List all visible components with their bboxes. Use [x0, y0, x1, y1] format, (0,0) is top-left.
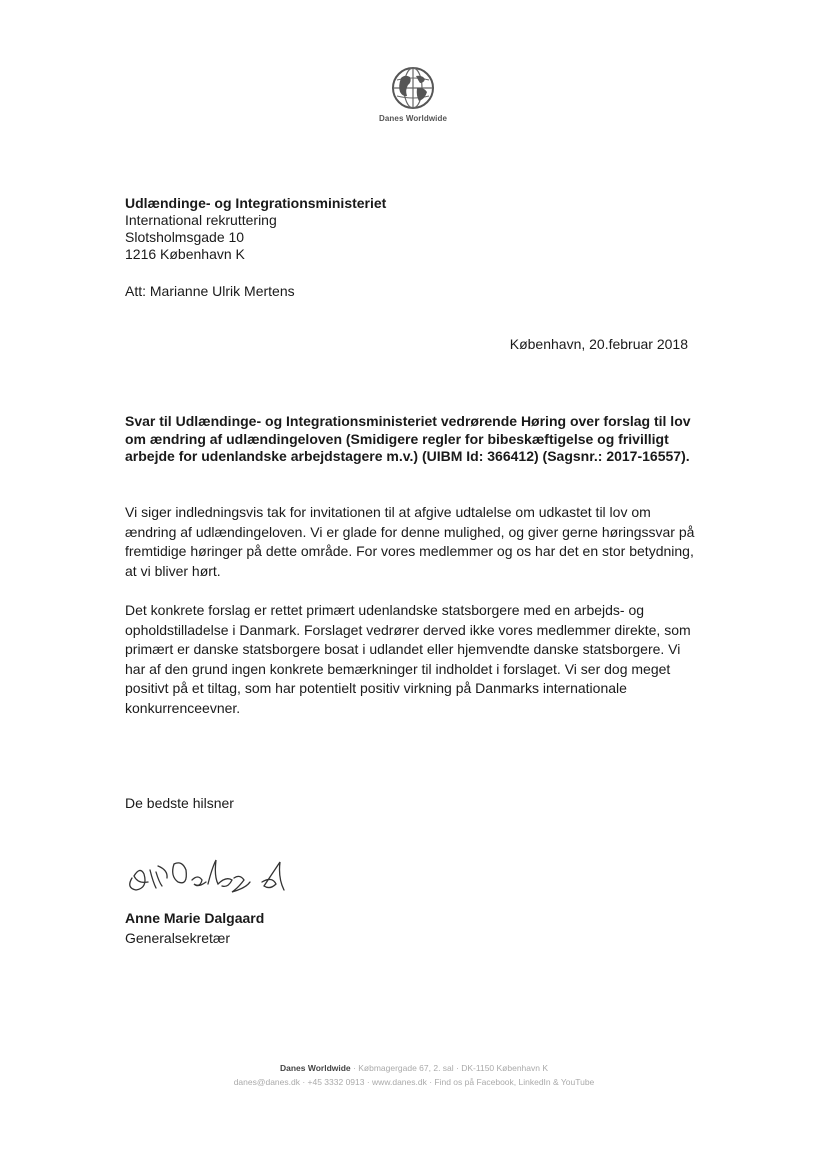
- signer-name: Anne Marie Dalgaard: [125, 910, 265, 926]
- recipient-city: 1216 København K: [125, 246, 245, 262]
- letter-subject: Svar til Udlændinge- og Integrationsministeriet vedrørende Høring over forslag til lov om ændring af udlændingeloven (Smidigere regler for bibeskæftigelse og frivilligt arbejde for udenlandske arbejdstagere m.v.) (UIBM Id: 366412) (Sagsnr.: 2017-16557).: [125, 413, 691, 464]
- footer-org: Danes Worldwide: [279, 1063, 351, 1073]
- body-paragraph-1: Vi siger indledningsvis tak for invitationen til at afgive udtalelse om udkastet til lov om ændring af udlændingeloven. Vi er glade for denne mulighed, og giver gerne høringssvar på fremtidige høringer på dette område. For vores medlemmer og os har det en stor betydning, at vi bliver hørt.: [125, 504, 695, 579]
- footer-contact: danes@danes.dk · +45 3332 0913 · www.danes.dk · Find os på Facebook, LinkedIn & YouTube: [233, 1077, 595, 1087]
- danes-worldwide-logo: [368, 66, 458, 123]
- footer-address: · Købmagergade 67, 2. sal · DK-1150 København K: [350, 1063, 549, 1073]
- recipient-address: [125, 195, 386, 263]
- attention-line: Att: Marianne Ulrik Mertens: [125, 283, 295, 299]
- signer-title: Generalsekretær: [125, 930, 231, 946]
- closing-greeting: De bedste hilsner: [125, 795, 234, 811]
- recipient-street: Slotsholmsgade 10: [125, 229, 245, 245]
- handwritten-signature: [122, 848, 302, 908]
- globe-icon: [391, 66, 435, 110]
- letter-footer: [0, 1061, 828, 1089]
- signer-block: [125, 908, 264, 948]
- recipient-dept: International rekruttering: [125, 212, 277, 228]
- recipient-org: Udlændinge- og Integrationsministeriet: [125, 195, 387, 211]
- logo-text: Danes Worldwide: [378, 114, 448, 123]
- letter-date: København, 20.februar 2018: [509, 336, 688, 352]
- body-paragraph-2: Det konkrete forslag er rettet primært udenlandske statsborgere med en arbejds- og opholdstilladelse i Danmark. Forslaget vedrører derved ikke vores medlemmer direkte, som primært er danske statsborgere bosat i udlandet eller hjemvendte danske statsborgere. Vi har af den grund ingen konkrete bemærkninger til indholdet i forslaget. Vi ser dog meget positivt på et tiltag, som har potentielt positiv virkning på Danmarks internationale konkurrenceevner.: [125, 602, 691, 716]
